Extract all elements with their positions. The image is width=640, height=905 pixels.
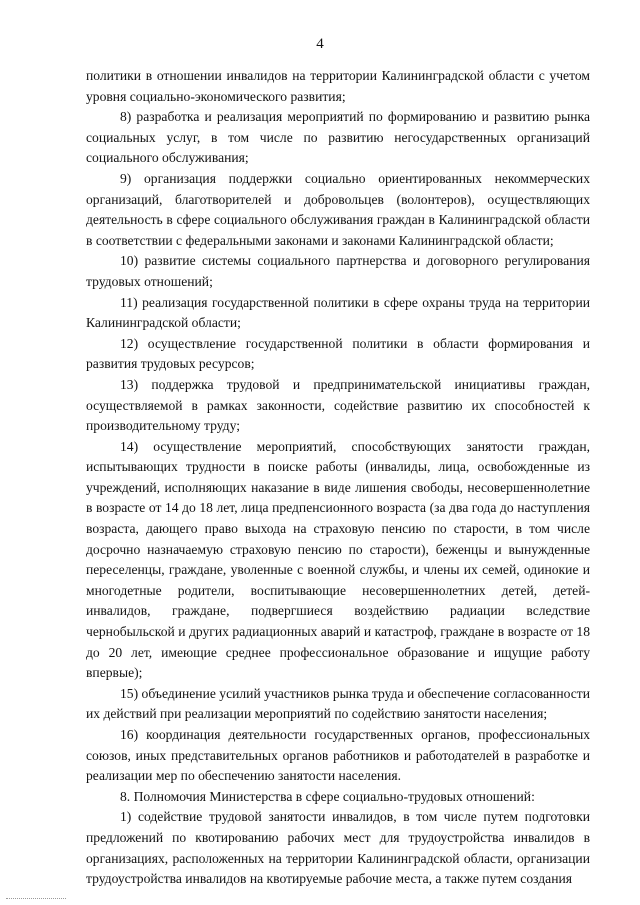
paragraph-item-9: 9) организация поддержки социально ориентированных некоммерческих организаций, благотворителей и добровольцев (волонтеров), осуществляющих деятельность в сфере социального обслуживания граждан в Калининградской области в соответствии с федеральными законами и законами Калининградской области; xyxy=(86,170,590,248)
paragraph-item-11: 11) реализация государственной политики в сфере охраны труда на территории Калининградской области; xyxy=(86,294,590,331)
paragraph-item-13: 13) поддержка трудовой и предпринимательской инициативы граждан, осуществляемой в рамках законности, содействие развитию их способностей к производительному труду; xyxy=(86,376,590,434)
paragraph-item-10: 10) развитие системы социального партнерства и договорного регулирования трудовых отношений; xyxy=(86,253,590,289)
footer-divider xyxy=(6,898,66,899)
paragraph-item-12: 12) осуществление государственной политики в области формирования и развития трудовых ресурсов; xyxy=(86,335,590,372)
page-number: 4 xyxy=(316,36,324,52)
paragraph-item-16: 16) координация деятельности государственных органов, профессиональных союзов, иных представительных органов работников и работодателей в разработке и реализации мер по обеспечению занятости населения. xyxy=(86,727,590,784)
paragraph-item-15: 15) объединение усилий участников рынка труда и обеспечение согласованности их действий при реализации мероприятий по содействию занятости населения; xyxy=(86,685,590,722)
paragraph-continuation: политики в отношении инвалидов на территории Калининградской области с учетом уровня социально-экономического развития; xyxy=(86,68,590,104)
paragraph-item-14: 14) осуществление мероприятий, способствующих занятости граждан, испытывающих трудности в поиске работы (инвалиды, лица, освобожденные из учреждений, исполняющих наказание в виде лишения свободы, несовершеннолетние в возрасте от 14 до 18 лет, лица предпенсионного возраста (за два года до наступления возраста, дающего право выхода на страховую пенсию по старости, в том числе досрочно назначаемую страховую пенсию по старости), беженцы и вынужденные переселенцы, граждане, уволенные с военной службы, и члены их семей, одинокие и многодетные родители, воспитывающие несовершеннолетних детей, детей-инвалидов, граждане, подвергшиеся воздействию радиации вследствие чернобыльской и других радиационных аварий и катастроф, граждане в возрасте от 18 до 20 лет, имеющие среднее профессиональное образование и ищущие работу впервые); xyxy=(86,438,590,681)
section-heading-8: 8. Полномочия Министерства в сфере социально-трудовых отношений: xyxy=(120,788,535,804)
document-body xyxy=(86,66,590,890)
paragraph-subitem-1: 1) содействие трудовой занятости инвалидов, в том числе путем подготовки предложений по квотированию рабочих мест для трудоустройства инвалидов в организациях, расположенных на территории Калининградской области, организации трудоустройства инвалидов на квотируемые рабочие места, а также путем создания xyxy=(86,809,590,887)
paragraph-item-8: 8) разработка и реализация мероприятий по формированию и развитию рынка социальных услуг, в том числе по развитию негосударственных организаций социального обслуживания; xyxy=(86,109,590,166)
